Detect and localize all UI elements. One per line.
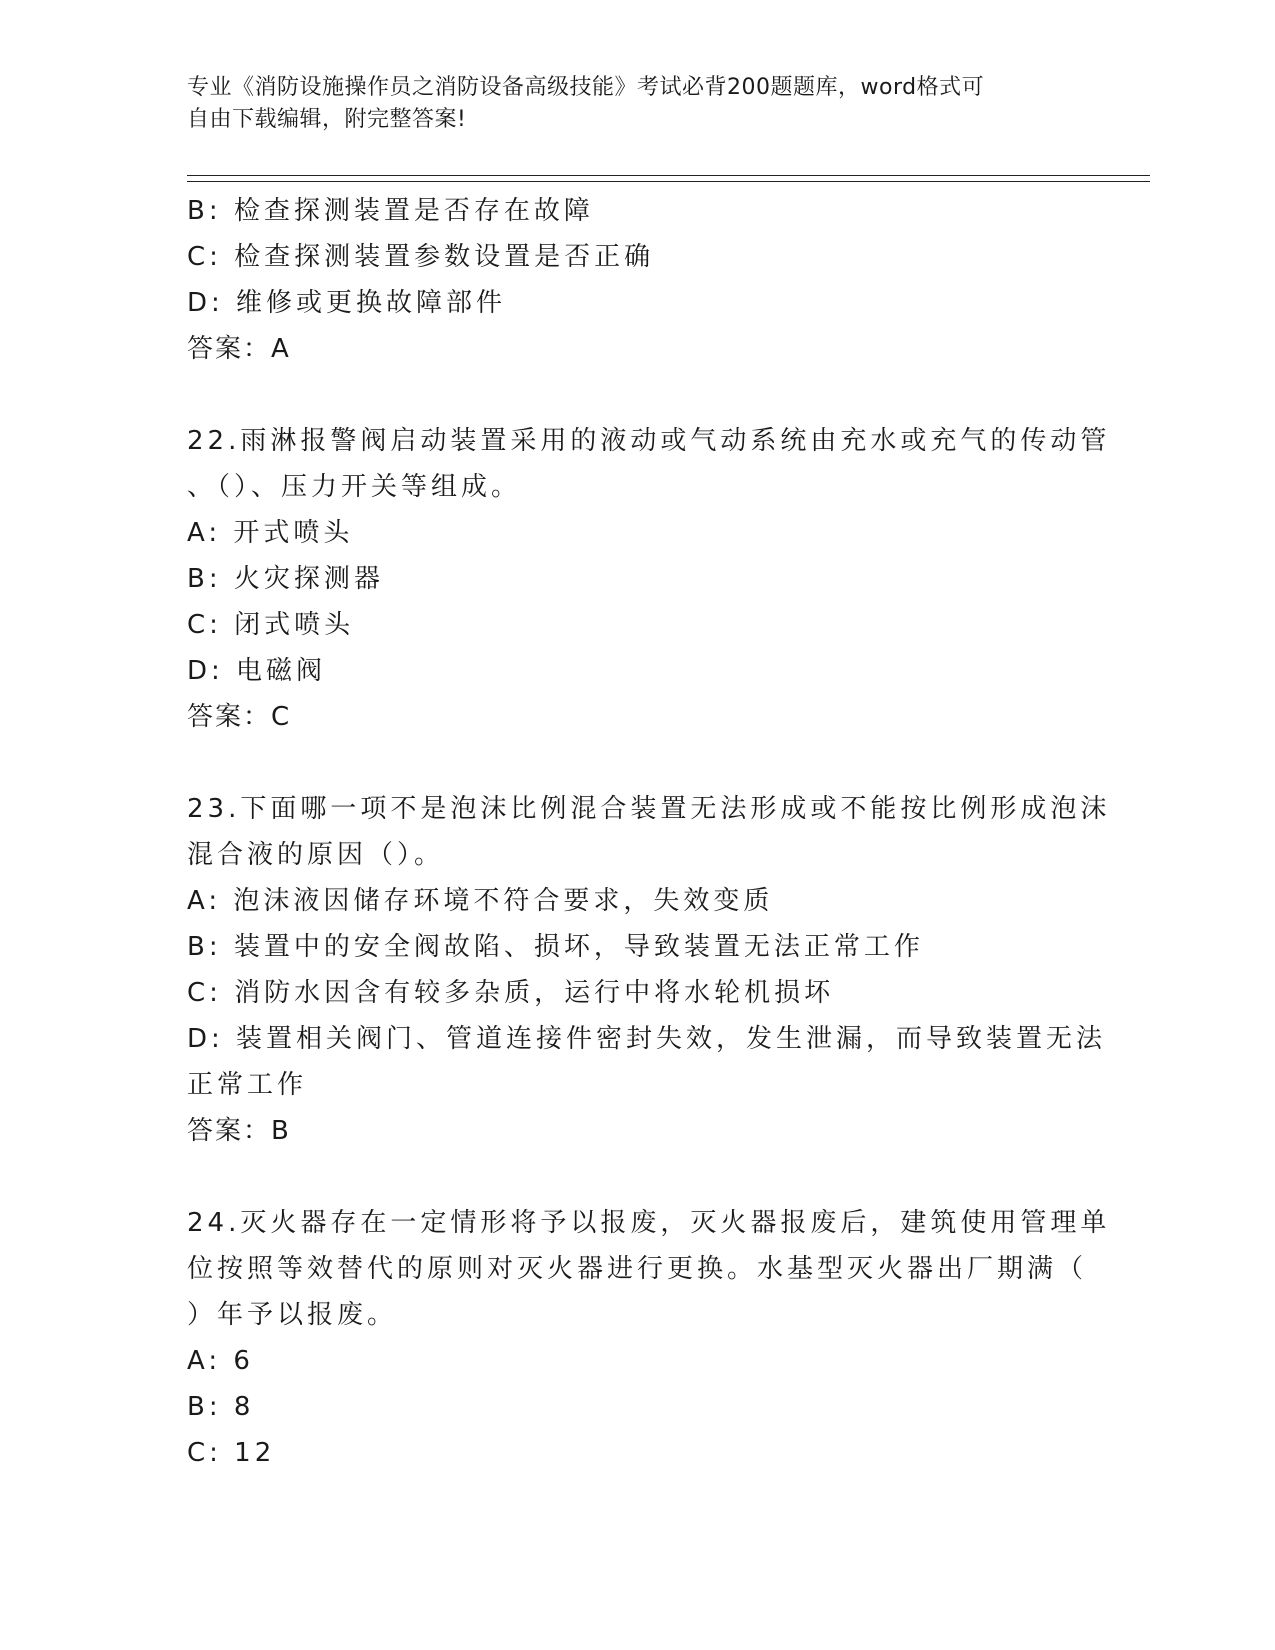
option-c: C: 12 (187, 1438, 276, 1468)
option-a: A: 6 (187, 1346, 254, 1376)
question-24 (187, 1200, 1111, 1476)
option-a: A: 开式喷头 (187, 518, 354, 548)
option-d: D: 装置相关阀门、管道连接件密封失效，发生泄漏，而导致装置无法 (187, 1024, 1107, 1054)
header-divider-top (187, 175, 1150, 176)
question-23 (187, 786, 1111, 1154)
question-stem-cont: 位按照等效替代的原则对灭火器进行更换。水基型灭火器出厂期满（ (187, 1254, 1088, 1284)
question-stem-cont-2: ）年予以报废。 (187, 1300, 398, 1330)
answer-line: 答案：C (187, 702, 292, 732)
option-b: B: 8 (187, 1392, 255, 1422)
answer-line: 答案：A (187, 334, 291, 364)
question-list (187, 188, 1111, 1476)
option-b: B: 火灾探测器 (187, 564, 384, 594)
header-line-1: 专业《消防设施操作员之消防设备高级技能》考试必背200题题库，word格式可 (187, 75, 985, 100)
question-stem: 23.下面哪一项不是泡沫比例混合装置无法形成或不能按比例形成泡沫 (187, 794, 1111, 824)
question-stem: 22.雨淋报警阀启动装置采用的液动或气动系统由充水或充气的传动管 (187, 426, 1111, 456)
question-prev (187, 188, 1067, 372)
header-line-2: 自由下载编辑，附完整答案! (187, 107, 467, 132)
option-c: C: 消防水因含有较多杂质，运行中将水轮机损坏 (187, 978, 835, 1008)
option-d: D: 电磁阀 (187, 656, 327, 686)
question-stem: 24.灭火器存在一定情形将予以报废，灭火器报废后，建筑使用管理单 (187, 1208, 1111, 1238)
option-c: C: 检查探测装置参数设置是否正确 (187, 242, 655, 272)
option-d-cont: 正常工作 (187, 1070, 308, 1100)
question-stem-cont: 、（）、压力开关等组成。 (187, 472, 522, 502)
question-22 (187, 418, 1111, 740)
option-b: B: 检查探测装置是否存在故障 (187, 196, 594, 226)
option-d: D: 维修或更换故障部件 (187, 288, 507, 318)
option-a: A: 泡沫液因储存环境不符合要求，失效变质 (187, 886, 774, 916)
question-stem-cont: 混合液的原因（）。 (187, 840, 445, 870)
spacer (187, 1154, 1067, 1200)
spacer (187, 740, 1067, 786)
document-header (187, 72, 1067, 136)
answer-line: 答案：B (187, 1116, 291, 1146)
header-divider-bottom (187, 181, 1150, 182)
spacer (187, 372, 1067, 418)
option-c: C: 闭式喷头 (187, 610, 355, 640)
option-b: B: 装置中的安全阀故陷、损坏，导致装置无法正常工作 (187, 932, 924, 962)
